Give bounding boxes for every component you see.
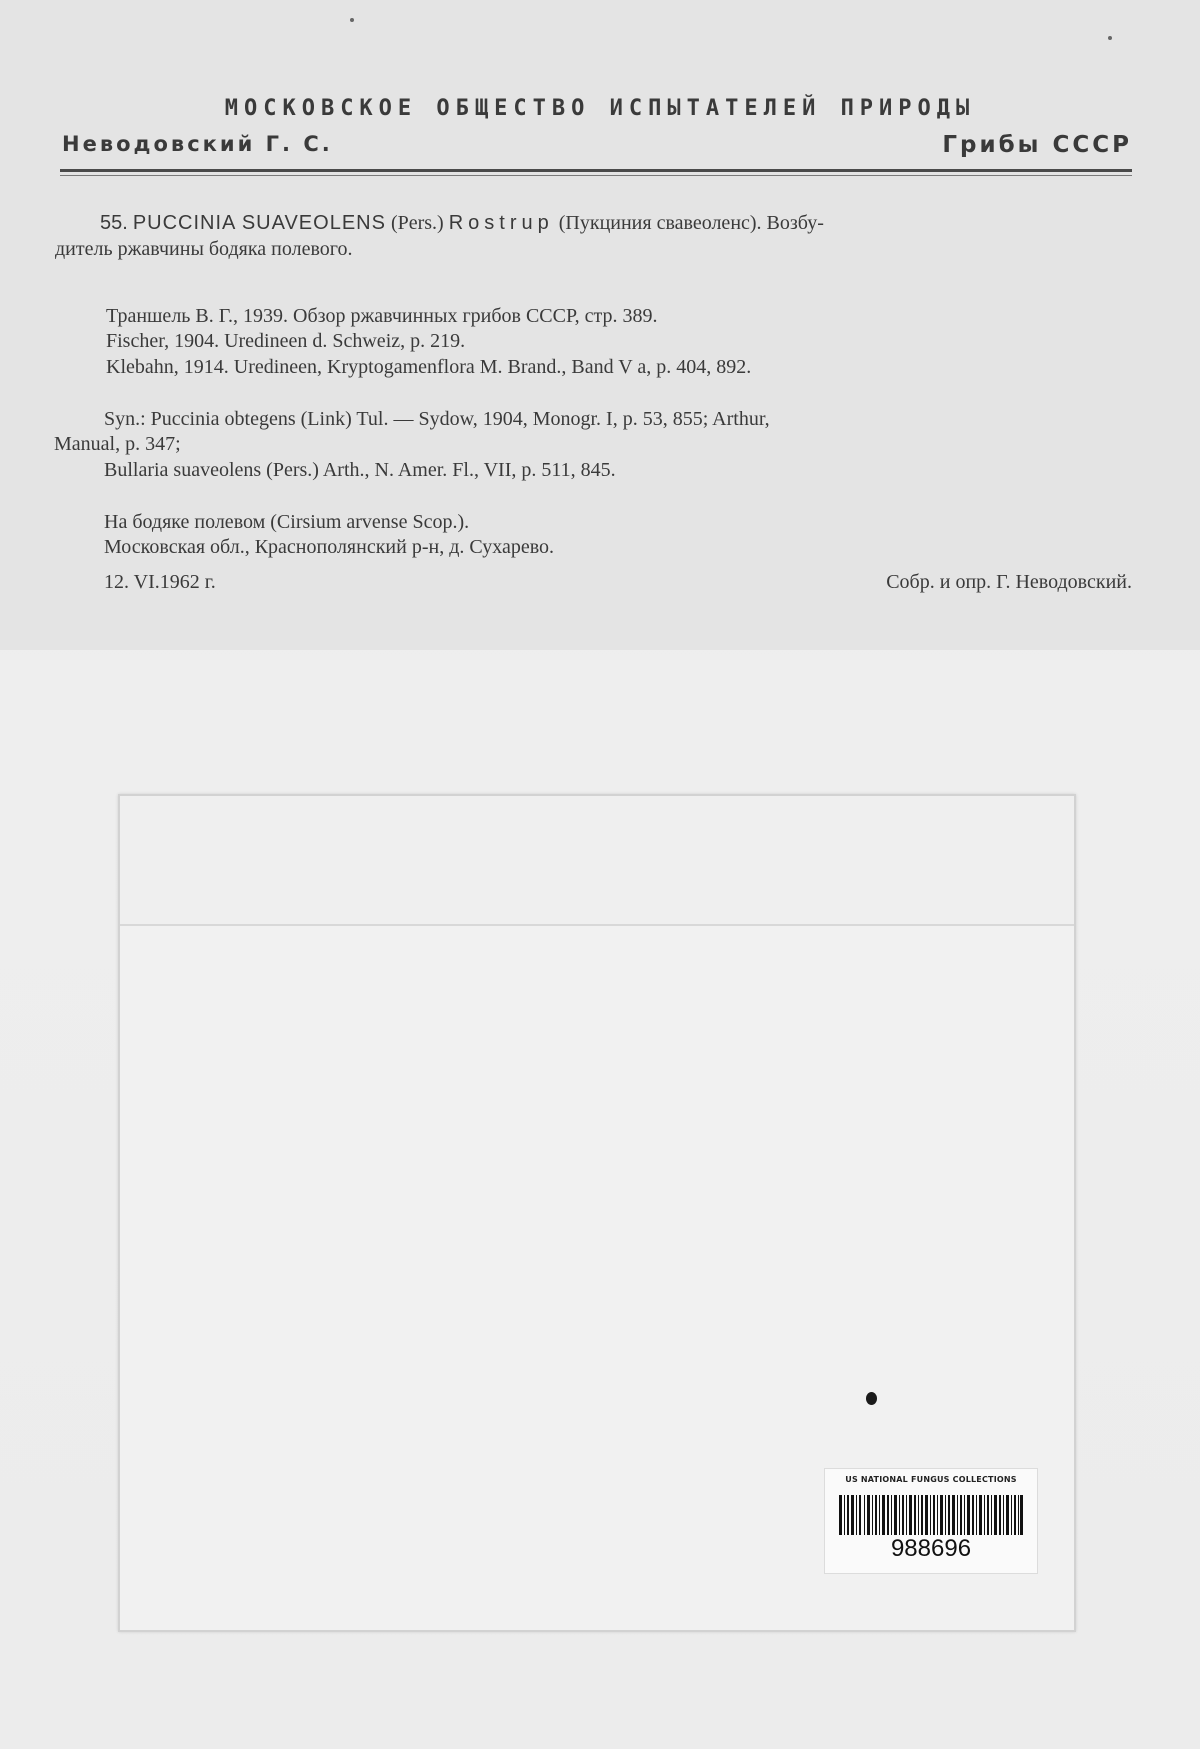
collector: Собр. и опр. Г. Неводовский. — [886, 571, 1132, 593]
barcode-number: 988696 — [890, 1535, 972, 1562]
synonym-line-1-cont: Manual, p. 347; — [54, 433, 181, 455]
locality: Московская обл., Краснополянский р-н, д. Сухарево. — [104, 536, 555, 558]
reference-2: Fischer, 1904. Uredineen d. Schweiz, p. 219. — [106, 330, 466, 352]
species-name: PUCCINIA SUAVEOLENS — [132, 212, 386, 234]
species-author: Rostrup — [448, 212, 554, 234]
species-description: (Пукциния свавеоленс). Возбу- — [558, 212, 824, 234]
header-rule-thin — [60, 175, 1132, 176]
barcode-label — [824, 1468, 1038, 1574]
species-author-paren: (Pers.) — [390, 212, 444, 234]
society-heading: МОСКОВСКОЕ ОБЩЕСТВО ИСПЫТАТЕЛЕЙ ПРИРОДЫ — [224, 96, 976, 121]
envelope-flap — [120, 796, 1074, 926]
series-title: Грибы СССР — [942, 132, 1132, 158]
header-rule — [60, 169, 1132, 172]
species-line — [100, 211, 1132, 236]
reference-1: Траншель В. Г., 1939. Обзор ржавчинных грибов СССР, стр. 389. — [106, 305, 658, 327]
ink-dot — [866, 1392, 877, 1405]
dust-speck — [350, 18, 354, 22]
reference-3: Klebahn, 1914. Uredineen, Kryptogamenflora M. Brand., Band V a, p. 404, 892. — [106, 356, 752, 378]
barcode-icon — [839, 1495, 1023, 1535]
collection-date: 12. VI.1962 г. — [104, 571, 216, 593]
barcode-title: US NATIONAL FUNGUS COLLECTIONS — [845, 1475, 1017, 1484]
label-author: Неводовский Г. С. — [62, 132, 333, 156]
species-number: 55. — [100, 212, 128, 234]
species-description-cont: дитель ржавчины бодяка полевого. — [55, 238, 353, 260]
specimen-label — [0, 0, 1200, 650]
synonym-line-1: Syn.: Puccinia obtegens (Link) Tul. — Sydow, 1904, Monogr. I, p. 53, 855; Arthur, — [104, 408, 770, 430]
synonym-line-2: Bullaria suaveolens (Pers.) Arth., N. Amer. Fl., VII, p. 511, 845. — [104, 459, 616, 481]
dust-speck — [1108, 36, 1112, 40]
host-plant: На бодяке полевом (Cirsium arvense Scop.). — [104, 511, 470, 533]
